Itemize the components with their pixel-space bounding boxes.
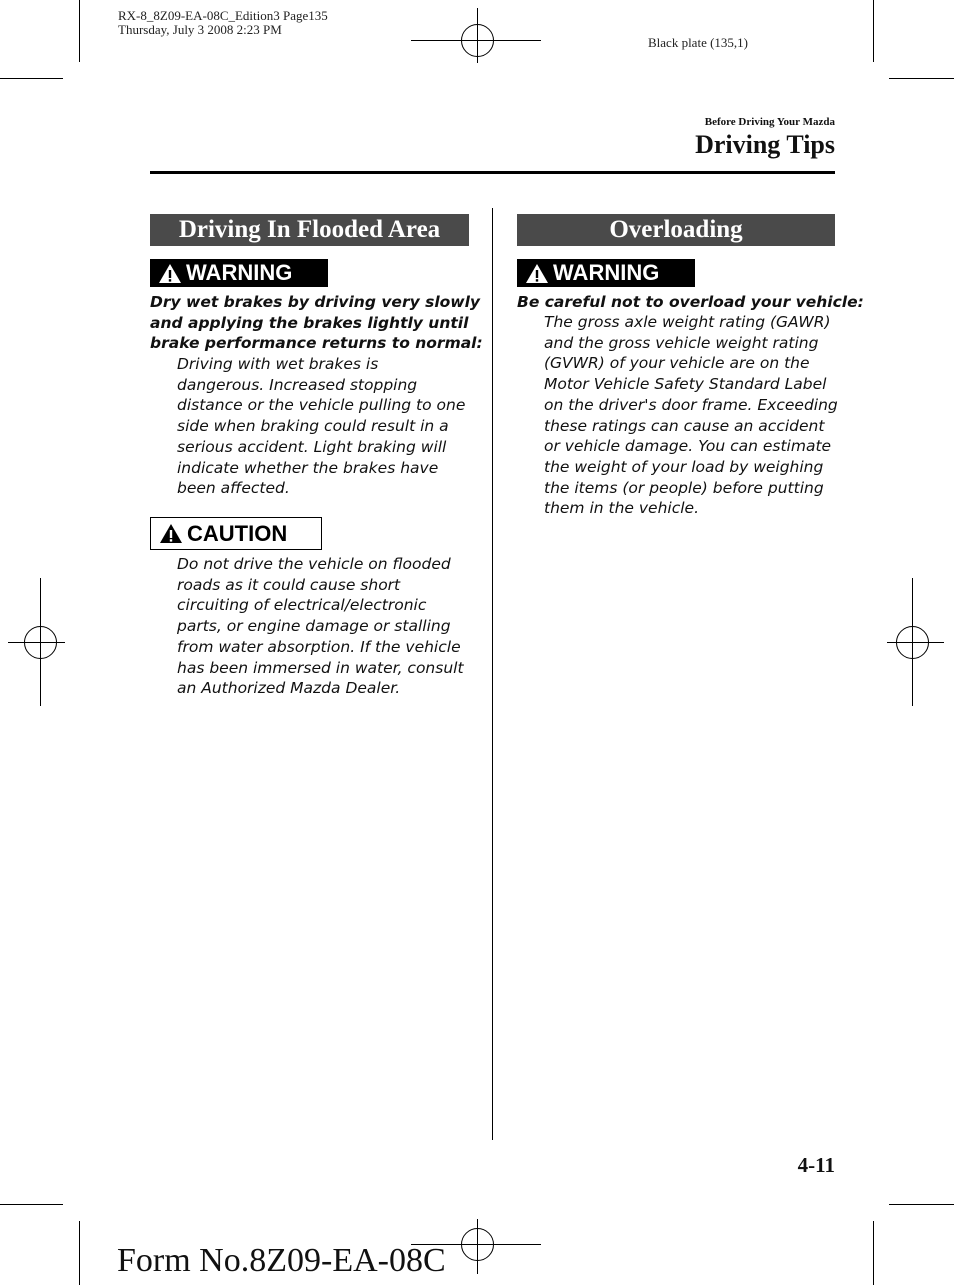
body-line: an Authorized Mazda Dealer. <box>177 679 401 698</box>
body-line: or vehicle damage. You can estimate <box>544 437 832 456</box>
body-line: Motor Vehicle Safety Standard Label <box>544 375 827 394</box>
caution-text: CAUTION <box>187 520 288 546</box>
body-line: roads as it could cause short <box>177 575 401 594</box>
warning-lead-flooded <box>150 292 483 354</box>
print-date-line: Thursday, July 3 2008 2:23 PM <box>118 22 282 37</box>
body-line: parts, or engine damage or stalling <box>177 617 451 636</box>
heading-flooded-area: Driving In Flooded Area <box>150 214 469 246</box>
header-rule <box>150 171 835 174</box>
column-divider <box>492 208 493 1140</box>
body-line: distance or the vehicle pulling to one <box>177 396 466 415</box>
plate-label: Black plate (135,1) <box>648 35 748 50</box>
lead-line: brake performance returns to normal: <box>150 334 483 353</box>
page-number: 4-11 <box>797 1153 835 1177</box>
body-line: dangerous. Increased stopping <box>177 375 418 394</box>
warning-body-overloading <box>544 312 838 519</box>
caution-label <box>150 517 322 550</box>
lead-line: Dry wet brakes by driving very slowly <box>150 293 481 311</box>
body-line: side when braking could result in a <box>177 417 449 436</box>
warning-text: WARNING <box>186 260 293 285</box>
body-line: has been immersed in water, consult <box>177 658 464 677</box>
body-line: The gross axle weight rating (GAWR) <box>544 313 831 331</box>
heading-overloading: Overloading <box>517 214 835 246</box>
body-line: serious accident. Light braking will <box>177 437 447 456</box>
body-line: on the driver's door frame. Exceeding <box>544 395 838 414</box>
warning-lead-overloading <box>517 292 864 313</box>
body-line: Driving with wet brakes is <box>177 355 379 373</box>
caution-body <box>177 554 464 699</box>
body-line: Do not drive the vehicle on flooded <box>177 555 451 573</box>
body-line: indicate whether the brakes have <box>177 458 439 477</box>
caution-icon <box>159 523 183 544</box>
body-line: these ratings can cause an accident <box>544 416 825 435</box>
chapter-title: Before Driving Your Mazda <box>704 116 835 128</box>
warning-text: WARNING <box>553 260 660 285</box>
warning-label-flooded <box>150 259 328 287</box>
body-line: them in the vehicle. <box>544 499 700 518</box>
warning-icon <box>525 263 549 284</box>
warning-body-flooded <box>177 354 465 499</box>
body-line: been affected. <box>177 479 290 498</box>
body-line: and the gross vehicle weight rating <box>544 333 819 352</box>
form-number: Form No.8Z09-EA-08C <box>117 1242 446 1279</box>
warning-label-overloading <box>517 259 695 287</box>
section-title: Driving Tips <box>695 130 835 159</box>
lead-line: Be careful not to overload your vehicle: <box>517 293 864 311</box>
print-file-line: RX-8_8Z09-EA-08C_Edition3 Page135 <box>118 8 328 23</box>
lead-line: and applying the brakes lightly until <box>150 313 469 332</box>
body-line: circuiting of electrical/electronic <box>177 596 427 615</box>
body-line: from water absorption. If the vehicle <box>177 637 461 656</box>
warning-icon <box>158 263 182 284</box>
body-line: the items (or people) before putting <box>544 478 824 497</box>
body-line: the weight of your load by weighing <box>544 457 824 476</box>
body-line: (GVWR) of your vehicle are on the <box>544 354 810 373</box>
